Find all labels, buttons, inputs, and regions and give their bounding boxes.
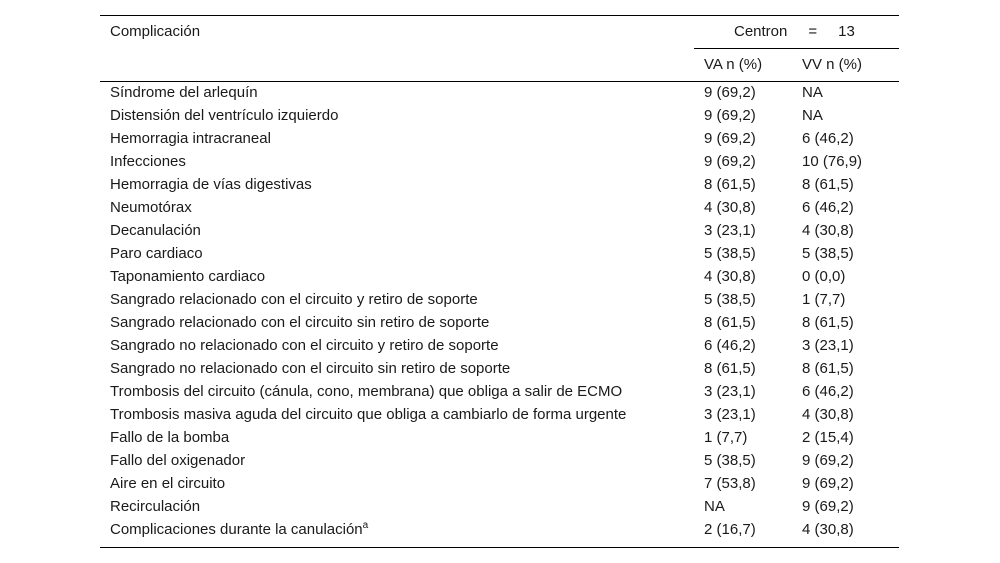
row-va-value: 9 (69,2) (704, 153, 756, 170)
row-vv-value: 4 (30,8) (802, 406, 854, 423)
row-va-value: 8 (61,5) (704, 314, 756, 331)
row-va-value: 2 (16,7) (704, 521, 756, 538)
row-complication: Aire en el circuito (110, 475, 226, 492)
row-va-value: 8 (61,5) (704, 360, 756, 377)
row-va-value: 4 (30,8) (704, 199, 756, 216)
row-vv-value: 9 (69,2) (802, 452, 854, 469)
row-complication: Sangrado relacionado con el circuito sin retiro de soporte (110, 314, 490, 331)
row-vv-value: 8 (61,5) (802, 176, 854, 193)
row-vv-value: 0 (0,0) (802, 268, 846, 285)
table-row (100, 222, 899, 245)
table-row (100, 107, 899, 130)
row-complication: Paro cardiaco (110, 245, 203, 262)
table-row (100, 429, 899, 452)
table-row (100, 406, 899, 429)
table-row (100, 130, 899, 153)
row-complication: Fallo del oxigenador (110, 452, 246, 469)
row-complication: Complicaciones durante la canulación (110, 521, 363, 538)
row-vv-value: 4 (30,8) (802, 521, 854, 538)
table-row (100, 360, 899, 383)
centers-label: Centron (734, 23, 788, 40)
table-row (100, 452, 899, 475)
row-complication: Distensión del ventrículo izquierdo (110, 107, 339, 124)
table-row (100, 383, 899, 406)
row-vv-value: 10 (76,9) (802, 153, 863, 170)
row-va-value: 4 (30,8) (704, 268, 756, 285)
table-row (100, 291, 899, 314)
row-complication-with-footnote (110, 521, 368, 539)
row-vv-value: 1 (7,7) (802, 291, 846, 308)
row-complication: Sangrado no relacionado con el circuito y retiro de soporte (110, 337, 499, 354)
row-va-value: 9 (69,2) (704, 130, 756, 147)
row-complication: Hemorragia de vías digestivas (110, 176, 312, 193)
table-row (100, 199, 899, 222)
table-row (100, 498, 899, 521)
row-va-value: 3 (23,1) (704, 222, 756, 239)
row-vv-value: 4 (30,8) (802, 222, 854, 239)
row-complication: Taponamiento cardiaco (110, 268, 266, 285)
table-row (100, 337, 899, 360)
va-column-header: VA n (%) (704, 56, 763, 73)
table-row (100, 475, 899, 498)
table-row (100, 314, 899, 337)
row-vv-value: 9 (69,2) (802, 475, 854, 492)
row-complication: Neumotórax (110, 199, 192, 216)
row-vv-value: 6 (46,2) (802, 383, 854, 400)
table-bottom-rule (100, 547, 899, 548)
table-body (100, 84, 899, 544)
row-complication: Fallo de la bomba (110, 429, 230, 446)
row-vv-value: 5 (38,5) (802, 245, 854, 262)
centers-header (734, 23, 855, 41)
row-complication: Decanulación (110, 222, 201, 239)
row-va-value: 8 (61,5) (704, 176, 756, 193)
row-vv-value: 6 (46,2) (802, 199, 854, 216)
header-sub-rule (694, 48, 899, 49)
row-complication: Sangrado no relacionado con el circuito sin retiro de soporte (110, 360, 511, 377)
row-complication: Sangrado relacionado con el circuito y retiro de soporte (110, 291, 478, 308)
row-va-value: 9 (69,2) (704, 107, 756, 124)
table-row (100, 176, 899, 199)
footnote-marker: a (362, 520, 369, 531)
row-vv-value: NA (802, 107, 823, 124)
row-complication: Hemorragia intracraneal (110, 130, 271, 147)
table-row (100, 153, 899, 176)
row-vv-value: 3 (23,1) (802, 337, 854, 354)
row-va-value: NA (704, 498, 725, 515)
row-vv-value: 8 (61,5) (802, 360, 854, 377)
row-vv-value: 8 (61,5) (802, 314, 854, 331)
row-complication: Síndrome del arlequín (110, 84, 258, 101)
row-complication: Trombosis masiva aguda del circuito que obliga a cambiarlo de forma urgente (110, 406, 627, 423)
complication-column-header: Complicación (110, 23, 201, 40)
row-vv-value: NA (802, 84, 823, 101)
row-va-value: 1 (7,7) (704, 429, 748, 446)
table-row (100, 268, 899, 291)
row-vv-value: 9 (69,2) (802, 498, 854, 515)
table-top-rule (100, 15, 899, 16)
row-va-value: 5 (38,5) (704, 452, 756, 469)
row-va-value: 3 (23,1) (704, 383, 756, 400)
row-vv-value: 2 (15,4) (802, 429, 854, 446)
row-complication: Infecciones (110, 153, 186, 170)
row-va-value: 3 (23,1) (704, 406, 756, 423)
vv-column-header: VV n (%) (802, 56, 863, 73)
centers-value: 13 (838, 23, 855, 40)
header-bottom-rule (100, 81, 899, 82)
row-va-value: 6 (46,2) (704, 337, 756, 354)
row-complication: Recirculación (110, 498, 201, 515)
table-row (100, 84, 899, 107)
row-va-value: 9 (69,2) (704, 84, 756, 101)
table-row (100, 521, 899, 544)
row-va-value: 5 (38,5) (704, 245, 756, 262)
table-row (100, 245, 899, 268)
centers-equals: = (808, 23, 818, 40)
row-complication: Trombosis del circuito (cánula, cono, membrana) que obliga a salir de ECMO (110, 383, 623, 400)
row-vv-value: 6 (46,2) (802, 130, 854, 147)
row-va-value: 5 (38,5) (704, 291, 756, 308)
row-va-value: 7 (53,8) (704, 475, 756, 492)
